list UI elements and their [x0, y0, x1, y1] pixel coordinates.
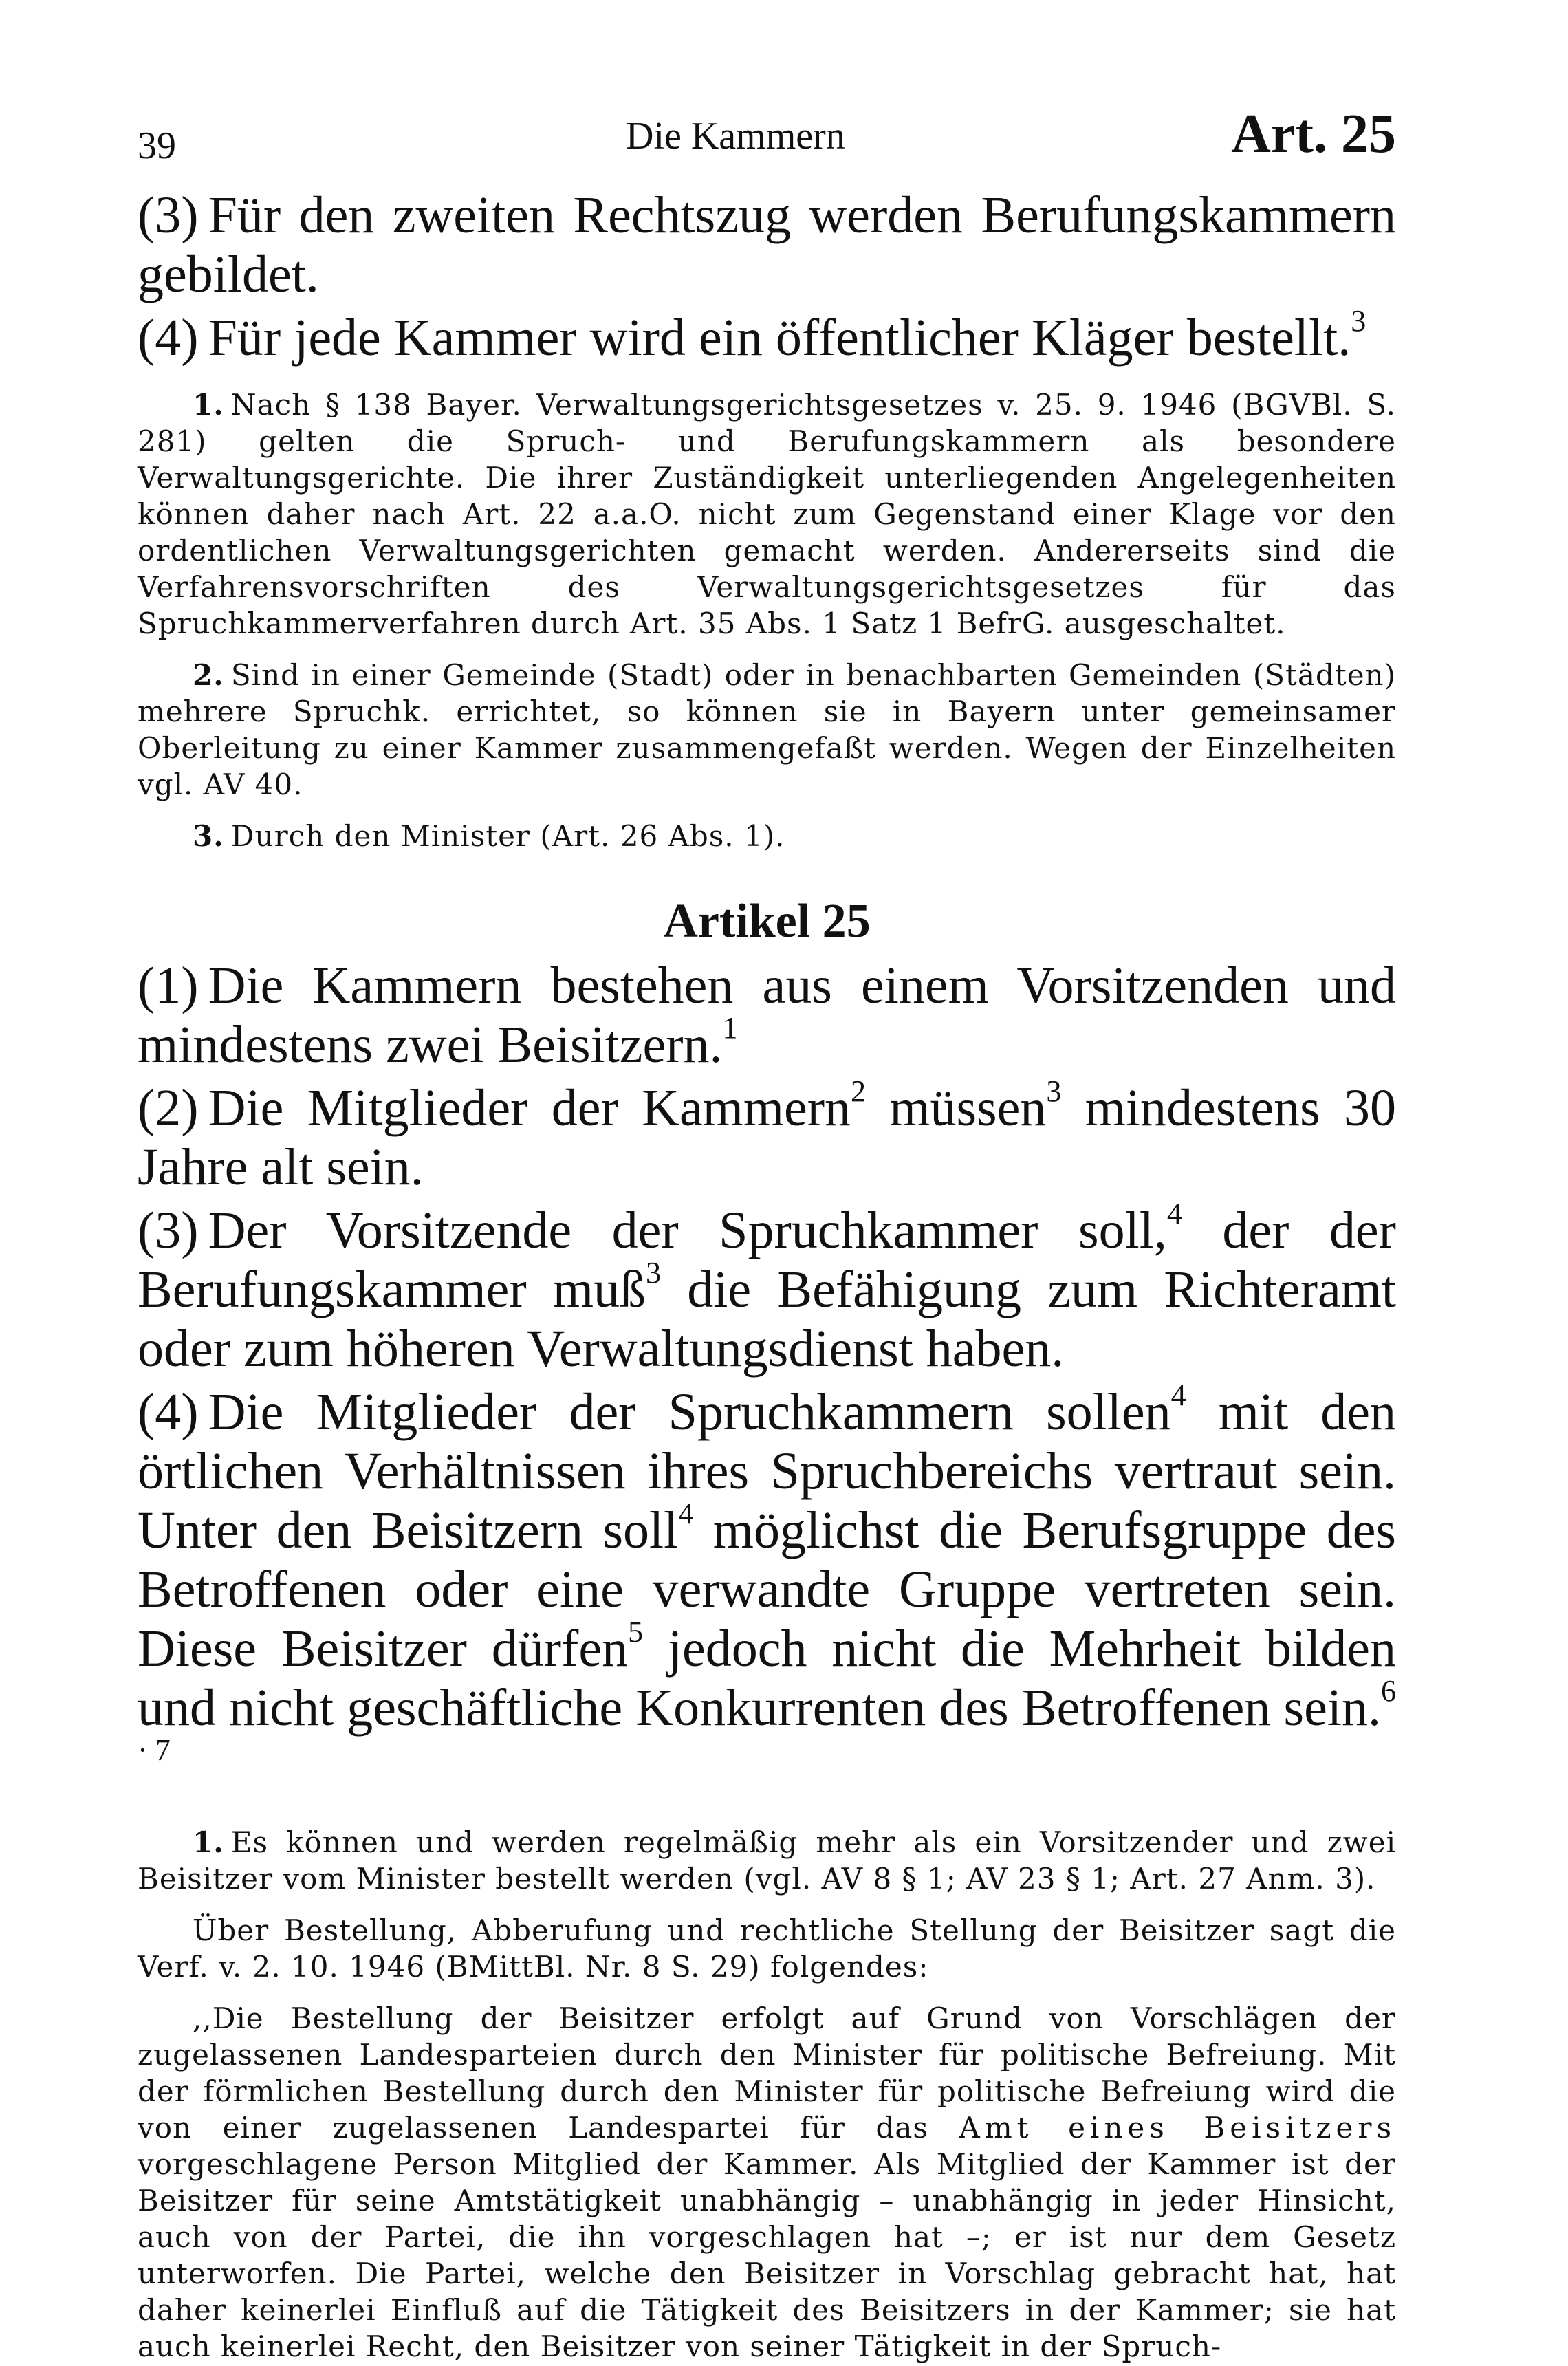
footnote-ref: 4	[1170, 1378, 1186, 1412]
footnote-ref: 3	[646, 1255, 662, 1290]
paragraph-body: mit den örtlichen Verhältnissen ihres Spruchbereichs vertraut sein. Unter den Beisitzern soll	[138, 1383, 1397, 1559]
article-note-1-continued: Über Bestellung, Abberufung und rechtliche Stellung der Beisitzer sagt die Verf. v. 2. 10. 1946 (BMittBl. Nr. 8 S. 29) folgendes:	[138, 1913, 1396, 1984]
note-number: 2.	[193, 658, 224, 692]
quoted-decree	[138, 2000, 1396, 2365]
article-paragraph-1	[138, 956, 1396, 1074]
quote-body: vorgeschlagene Person Mitglied der Kammer. Als Mitglied der Kammer ist der Beisitzer für seine Amtstätigkeit unabhängig – unabhängig in jeder Hinsicht, auch von der Partei, die ihn vorgeschlagen hat –; er ist nur dem Gesetz unterworfen. Die Partei, welche den Beisitzer in Vorschlag gebracht hat, hat daher keinerlei Einfluß auf die Tätigkeit des Beisitzers in der Kammer; sie hat auch keinerlei Recht, den Beisitzer von seiner Tätigkeit in der Spruch-	[138, 2147, 1396, 2363]
paragraph-number: (1)	[138, 957, 199, 1014]
footnote-ref: 4	[1166, 1196, 1182, 1230]
quote-spaced-phrase: Amt eines Beisitzers	[959, 2111, 1396, 2145]
footnote-ref: 6 · 7	[138, 1673, 1396, 1767]
paragraph-body: Die Mitglieder der Spruchkammern sollen	[208, 1383, 1171, 1441]
note-number: 1.	[193, 1825, 224, 1859]
note-1	[138, 387, 1396, 642]
article-heading: Artikel 25	[663, 895, 871, 948]
paragraph-number: (3)	[138, 1202, 199, 1259]
paragraph-body: Die Mitglieder der Kammern	[208, 1079, 851, 1137]
paragraph-body: müssen	[866, 1079, 1047, 1137]
paragraph-body: der der Berufungskammer muß	[138, 1202, 1396, 1318]
note-body: Durch den Minister (Art. 26 Abs. 1).	[230, 819, 785, 853]
paragraph-body: mindestens 30 Jahre alt sein.	[138, 1079, 1396, 1196]
note-2	[138, 657, 1396, 803]
note-number: 3.	[193, 819, 224, 853]
article-marker: Art. 25	[1231, 104, 1396, 164]
note-body: Nach § 138 Bayer. Verwaltungsgerichtsgesetzes v. 25. 9. 1946 (BGVBl. S. 281) gelten die Spruch- und Berufungskammern als besondere Verwaltungsgerichte. Die ihrer Zuständigkeit unterliegenden Angelegenheiten können daher nach Art. 22 a.a.O. nicht zum Gegenstand einer Klage vor den ordentlichen Verwaltungsgerichten gemacht werden. Andererseits sind die Verfahrensvorschriften des Verwaltungsgerichtsgesetzes für das Spruchkammerverfahren durch Art. 35 Abs. 1 Satz 1 BefrG. ausgeschaltet.	[138, 388, 1396, 640]
footnote-ref: 4	[678, 1496, 694, 1530]
paragraph-body: jedoch nicht die Mehrheit bilden und nicht geschäftliche Konkurrenten des Betroffenen sein.	[138, 1620, 1397, 1737]
footnote-ref: 5	[628, 1614, 644, 1649]
paragraph-body: Für den zweiten Rechtszug werden Berufungskammern gebildet.	[138, 186, 1396, 303]
paragraph-body: die Befähigung zum Richteramt oder zum höheren Verwaltungsdienst haben.	[138, 1261, 1396, 1378]
paragraph-4-text	[138, 303, 1396, 367]
note-3	[138, 818, 1396, 854]
note-body: Es können und werden regelmäßig mehr als ein Vorsitzender und zwei Beisitzer vom Minister bestellt werden (vgl. AV 8 § 1; AV 23 § 1; Art. 27 Anm. 3).	[138, 1825, 1396, 1896]
paragraph-body: Die Kammern bestehen aus einem Vorsitzenden und mindestens zwei Beisitzern.	[138, 957, 1396, 1074]
running-head	[138, 103, 1396, 186]
paragraph-body: möglichst die Berufsgruppe des Betroffenen oder eine verwandte Gruppe vertreten sein. Diese Beisitzer dürfen	[138, 1501, 1397, 1678]
article-paragraph-4	[138, 1378, 1397, 1797]
paragraph-number: (2)	[138, 1079, 199, 1137]
article-paragraph-2	[138, 1074, 1396, 1197]
paragraph-3-text	[138, 186, 1396, 304]
paragraph-number: (4)	[138, 1383, 199, 1441]
paragraph-body: Für jede Kammer wird ein öffentlicher Kläger bestellt.	[208, 309, 1351, 367]
note-body: Sind in einer Gemeinde (Stadt) oder in benachbarten Gemeinden (Städten) mehrere Spruchk. errichtet, so können sie in Bayern unter gemeinsamer Oberleitung zu einer Kammer zusammengefaßt werden. Wegen der Einzelheiten vgl. AV 40.	[138, 658, 1396, 801]
paragraph-number: (4)	[138, 309, 199, 367]
footnote-ref: 1	[722, 1010, 738, 1045]
note-number: 1.	[193, 388, 224, 422]
footnote-ref: 3	[1351, 303, 1366, 338]
footnote-ref: 2	[851, 1074, 867, 1108]
paragraph-body: Der Vorsitzende der Spruchkammer soll,	[208, 1202, 1167, 1259]
footnote-ref: 3	[1046, 1074, 1062, 1108]
quote-body: ,,Die Bestellung der Beisitzer erfolgt auf Grund von Vorschlägen der zugelassenen Landesparteien durch den Minister für politische Befreiung. Mit der förmlichen Bestellung durch den Minister für politische Befreiung wird die von einer zugelassenen Landespartei für das	[138, 2001, 1396, 2145]
article-paragraph-3	[138, 1196, 1396, 1378]
paragraph-number: (3)	[138, 186, 199, 244]
page-number: 39	[138, 124, 176, 167]
book-page	[138, 103, 1396, 2365]
article-note-1	[138, 1824, 1396, 1897]
chapter-title: Die Kammern	[626, 115, 845, 158]
